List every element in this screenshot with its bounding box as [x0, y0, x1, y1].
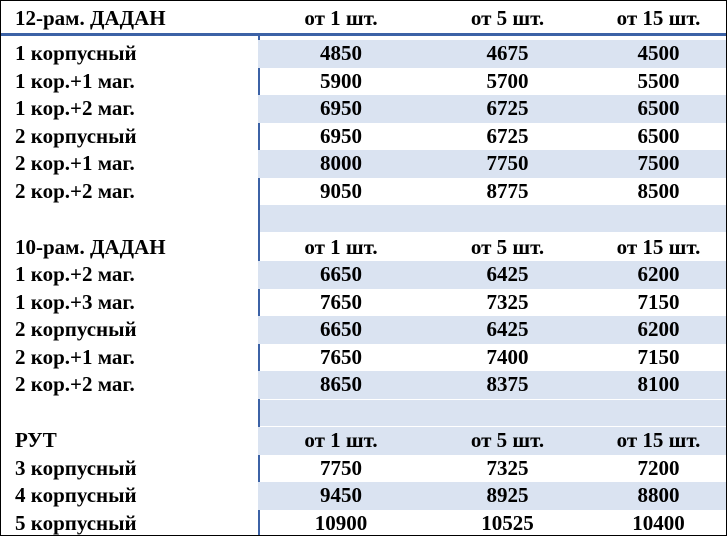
- price-15: 8100: [591, 371, 726, 399]
- header-col-1: от 1 шт.: [304, 6, 378, 31]
- section-col-1: от 1 шт.: [304, 235, 378, 260]
- price-1: 9050: [320, 178, 362, 203]
- section-model: РУТ: [15, 428, 57, 453]
- row-label: 1 кор.+1 маг.: [15, 68, 135, 93]
- section-col-3: от 15 шт.: [616, 235, 701, 260]
- price-1: 6950: [320, 123, 362, 148]
- section-col-1: от 1 шт.: [258, 427, 424, 455]
- price-15: 4500: [591, 40, 726, 68]
- section-model: 10-рам. ДАДАН: [15, 235, 166, 260]
- price-1: 7650: [320, 344, 362, 369]
- row-label: 1 кор.+3 маг.: [15, 289, 135, 314]
- section-header-row: [1, 427, 726, 455]
- row-label: 2 корпусный: [15, 317, 137, 342]
- price-1: 6650: [258, 316, 424, 344]
- price-5: 6425: [424, 316, 591, 344]
- price-15: 6500: [637, 123, 680, 148]
- price-1: 6650: [258, 261, 424, 289]
- table-row: [1, 289, 726, 317]
- price-1: 8000: [258, 150, 424, 178]
- spacer-band: [260, 400, 726, 426]
- table-header-row: [1, 5, 726, 33]
- price-5: 6725: [486, 123, 529, 148]
- header-model: 12-рам. ДАДАН: [15, 6, 166, 31]
- header-col-2: от 5 шт.: [470, 6, 545, 31]
- price-15: 6200: [591, 261, 726, 289]
- price-5: 7750: [424, 150, 591, 178]
- price-15: 8800: [591, 482, 726, 510]
- price-5: 8775: [486, 178, 529, 203]
- price-15: 8500: [637, 178, 680, 203]
- table-row: [1, 510, 726, 537]
- section-col-2: от 5 шт.: [470, 235, 545, 260]
- row-label: 2 кор.+2 маг.: [15, 178, 135, 203]
- row-label: 4 корпусный: [15, 483, 137, 508]
- table-row: [1, 95, 726, 123]
- price-1: 7650: [320, 289, 362, 314]
- spacer-band: [260, 205, 726, 232]
- price-15: 7500: [591, 150, 726, 178]
- table-row: [1, 150, 726, 178]
- price-5: 7400: [486, 344, 529, 369]
- price-1: 7750: [320, 455, 362, 480]
- table-row: [1, 344, 726, 372]
- section-col-2: от 5 шт.: [424, 427, 591, 455]
- price-5: 8925: [424, 482, 591, 510]
- price-15: 10400: [632, 510, 685, 535]
- row-label: 3 корпусный: [15, 455, 137, 480]
- price-15: 6200: [591, 316, 726, 344]
- section-header-row: [1, 234, 726, 262]
- row-label: 2 кор.+1 маг.: [15, 344, 135, 369]
- row-label: 1 кор.+2 маг.: [15, 96, 135, 121]
- table-row: [1, 455, 726, 483]
- table-row: [1, 482, 726, 510]
- price-5: 5700: [486, 68, 529, 93]
- price-15: 7200: [637, 455, 680, 480]
- price-15: 7150: [637, 344, 680, 369]
- price-5: 8375: [424, 371, 591, 399]
- table-row: [1, 178, 726, 206]
- price-5: 7325: [486, 455, 529, 480]
- table-row: [1, 68, 726, 96]
- table-row: [1, 371, 726, 399]
- price-1: 4850: [258, 40, 424, 68]
- row-label: 2 кор.+1 маг.: [15, 151, 135, 176]
- price-1: 6950: [258, 95, 424, 123]
- table-row: [1, 40, 726, 68]
- price-15: 7150: [637, 289, 680, 314]
- price-5: 4675: [424, 40, 591, 68]
- row-label: 1 кор.+2 маг.: [15, 262, 135, 287]
- row-label: 1 корпусный: [15, 41, 137, 66]
- table-row: [1, 316, 726, 344]
- table-row: [1, 261, 726, 289]
- section-col-3: от 15 шт.: [591, 427, 726, 455]
- price-15: 5500: [637, 68, 680, 93]
- price-1: 10900: [314, 510, 368, 535]
- row-label: 2 кор.+2 маг.: [15, 372, 135, 397]
- price-1: 9450: [258, 482, 424, 510]
- row-label: 5 корпусный: [15, 510, 137, 535]
- price-15: 6500: [591, 95, 726, 123]
- price-1: 8650: [258, 371, 424, 399]
- price-5: 7325: [486, 289, 529, 314]
- price-5: 6725: [424, 95, 591, 123]
- price-5: 10525: [481, 510, 534, 535]
- header-divider-line: [1, 33, 726, 36]
- table-row: [1, 123, 726, 151]
- header-col-3: от 15 шт.: [616, 6, 701, 31]
- price-1: 5900: [320, 68, 362, 93]
- row-label: 2 корпусный: [15, 123, 137, 148]
- price-5: 6425: [424, 261, 591, 289]
